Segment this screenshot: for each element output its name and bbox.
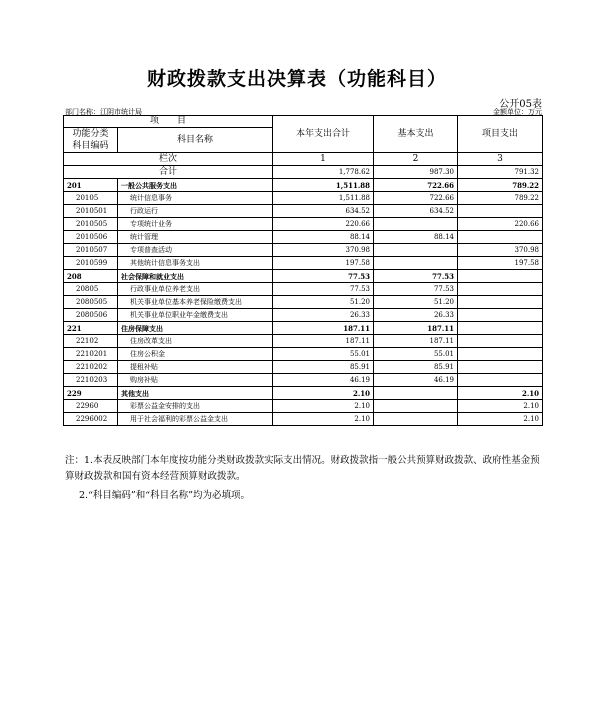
row-code: 2210203	[64, 374, 118, 387]
row-name: 行政运行	[118, 205, 273, 218]
header-column-label: 栏次	[64, 153, 273, 166]
row-total: 77.53	[273, 270, 374, 283]
row-code: 2010506	[64, 231, 118, 244]
row-basic: 55.01	[374, 348, 458, 361]
row-total: 88.14	[273, 231, 374, 244]
page-title: 财政拨款支出决算表（功能科目）	[146, 68, 447, 90]
row-project: 370.98	[458, 244, 543, 257]
row-basic: 88.14	[374, 231, 458, 244]
expenditure-table	[63, 115, 543, 426]
row-name: 行政事业单位养老支出	[118, 283, 273, 296]
table-row	[64, 179, 543, 192]
table-row	[64, 335, 543, 348]
row-total: 1,511.88	[273, 192, 374, 205]
row-name: 统计信息事务	[118, 192, 273, 205]
table-row	[64, 192, 543, 205]
row-basic: 634.52	[374, 205, 458, 218]
table-row	[64, 413, 543, 426]
row-basic: 187.11	[374, 322, 458, 335]
table-row	[64, 361, 543, 374]
row-project: 2.10	[458, 387, 543, 400]
row-total: 370.98	[273, 244, 374, 257]
row-code: 2210202	[64, 361, 118, 374]
row-name: 专项统计业务	[118, 218, 273, 231]
total-row	[64, 166, 543, 179]
row-name: 购房补贴	[118, 374, 273, 387]
row-name: 住房改革支出	[118, 335, 273, 348]
row-name: 社会保障和就业支出	[118, 270, 273, 283]
table-row	[64, 309, 543, 322]
row-name: 一般公共服务支出	[118, 179, 273, 192]
row-code: 20105	[64, 192, 118, 205]
row-code: 2296002	[64, 413, 118, 426]
total-sum: 1,778.62	[273, 166, 374, 179]
header-col-num: 3	[458, 153, 543, 166]
row-name: 统计管理	[118, 231, 273, 244]
header-col-num: 2	[374, 153, 458, 166]
row-basic: 51.20	[374, 296, 458, 309]
row-basic: 187.11	[374, 335, 458, 348]
row-total: 26.33	[273, 309, 374, 322]
table-row	[64, 348, 543, 361]
row-project	[458, 296, 543, 309]
row-basic: 77.53	[374, 283, 458, 296]
row-total: 634.52	[273, 205, 374, 218]
row-basic	[374, 413, 458, 426]
row-total: 46.19	[273, 374, 374, 387]
row-name: 其他支出	[118, 387, 273, 400]
note-2: 2.“科目编码”和“科目名称”均为必填项。	[79, 490, 250, 501]
header-total: 本年支出合计	[273, 116, 374, 153]
row-total: 77.53	[273, 283, 374, 296]
row-basic	[374, 257, 458, 270]
row-project	[458, 322, 543, 335]
total-project: 791.32	[458, 166, 543, 179]
row-basic: 85.91	[374, 361, 458, 374]
table-row	[64, 244, 543, 257]
form-number: 公开05表	[499, 99, 542, 110]
row-project	[458, 270, 543, 283]
row-basic	[374, 244, 458, 257]
row-code: 2210201	[64, 348, 118, 361]
row-basic: 722.66	[374, 192, 458, 205]
row-code: 22102	[64, 335, 118, 348]
table-row	[64, 231, 543, 244]
row-name: 住房公积金	[118, 348, 273, 361]
row-total: 187.11	[273, 322, 374, 335]
row-name: 机关事业单位职业年金缴费支出	[118, 309, 273, 322]
row-basic	[374, 400, 458, 413]
table-row	[64, 283, 543, 296]
row-project	[458, 335, 543, 348]
row-project	[458, 205, 543, 218]
row-project: 789.22	[458, 192, 543, 205]
row-project	[458, 374, 543, 387]
row-code: 2080505	[64, 296, 118, 309]
row-name: 用于社会福利的彩票公益金支出	[118, 413, 273, 426]
row-total: 187.11	[273, 335, 374, 348]
row-name: 住房保障支出	[118, 322, 273, 335]
row-project	[458, 361, 543, 374]
table-row	[64, 205, 543, 218]
row-total: 55.01	[273, 348, 374, 361]
row-basic: 46.19	[374, 374, 458, 387]
table-row	[64, 218, 543, 231]
row-project	[458, 309, 543, 322]
row-project: 2.10	[458, 413, 543, 426]
row-code: 2080506	[64, 309, 118, 322]
row-total: 2.10	[273, 413, 374, 426]
table-row	[64, 387, 543, 400]
row-code: 2010599	[64, 257, 118, 270]
row-name: 提租补贴	[118, 361, 273, 374]
row-code: 208	[64, 270, 118, 283]
row-name: 专项普查活动	[118, 244, 273, 257]
header-name: 科目名称	[118, 128, 273, 153]
header-project: 项目支出	[458, 116, 543, 153]
row-total: 85.91	[273, 361, 374, 374]
row-name: 机关事业单位基本养老保险缴费支出	[118, 296, 273, 309]
row-code: 2010507	[64, 244, 118, 257]
row-code: 201	[64, 179, 118, 192]
row-total: 51.20	[273, 296, 374, 309]
header-item: 项 目	[64, 116, 273, 128]
total-basic: 987.30	[374, 166, 458, 179]
total-label: 合计	[64, 166, 273, 179]
row-project	[458, 231, 543, 244]
header-code: 功能分类 科目编码	[64, 128, 118, 153]
row-code: 20805	[64, 283, 118, 296]
row-project: 220.66	[458, 218, 543, 231]
row-total: 1,511.88	[273, 179, 374, 192]
row-project: 2.10	[458, 400, 543, 413]
table-row	[64, 270, 543, 283]
header-basic: 基本支出	[374, 116, 458, 153]
row-project	[458, 348, 543, 361]
department-label: 部门名称：江阴市统计局	[65, 108, 142, 116]
row-basic: 26.33	[374, 309, 458, 322]
row-code: 221	[64, 322, 118, 335]
unit-label: 金额单位：万元	[493, 108, 542, 116]
row-basic: 722.66	[374, 179, 458, 192]
row-total: 197.58	[273, 257, 374, 270]
row-basic	[374, 218, 458, 231]
row-name: 彩票公益金安排的支出	[118, 400, 273, 413]
row-project: 197.58	[458, 257, 543, 270]
row-basic	[374, 387, 458, 400]
row-total: 220.66	[273, 218, 374, 231]
row-project: 789.22	[458, 179, 543, 192]
row-project	[458, 283, 543, 296]
row-code: 22960	[64, 400, 118, 413]
note-1: 注：1.本表反映部门本年度按功能分类财政拨款实际支出情况。财政拨款指一般公共预算财政拨款、政府性基金预算财政拨款和国有资本经营预算财政拨款。	[65, 455, 540, 482]
table-row	[64, 257, 543, 270]
row-basic: 77.53	[374, 270, 458, 283]
table-row	[64, 296, 543, 309]
row-code: 229	[64, 387, 118, 400]
table-row	[64, 374, 543, 387]
row-total: 2.10	[273, 400, 374, 413]
row-code: 2010501	[64, 205, 118, 218]
table-row	[64, 400, 543, 413]
row-name: 其他统计信息事务支出	[118, 257, 273, 270]
header-col-num: 1	[273, 153, 374, 166]
row-total: 2.10	[273, 387, 374, 400]
table-row	[64, 322, 543, 335]
row-code: 2010505	[64, 218, 118, 231]
